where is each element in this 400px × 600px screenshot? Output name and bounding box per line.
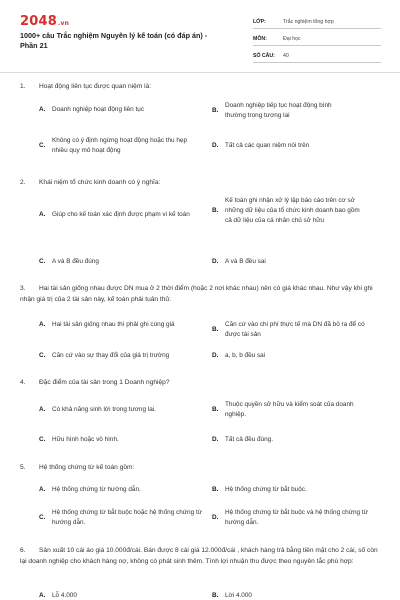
option-letter: B.	[212, 207, 219, 214]
option-d[interactable]	[212, 257, 372, 267]
option-b[interactable]	[212, 400, 360, 420]
option-text: Lỗ 4.000	[52, 592, 77, 599]
question-number: 4.	[20, 379, 26, 386]
option-letter: D.	[212, 436, 219, 443]
option-text: Không có ý định ngừng hoạt động hoặc thu hẹp nhiều quy mô hoạt động	[52, 137, 188, 154]
option-text: Giúp cho kế toán xác định được phạm vi kế toán	[52, 211, 190, 218]
question-number: 6.	[20, 547, 26, 554]
question-number: 2.	[20, 179, 26, 186]
option-letter: C.	[39, 258, 46, 265]
option-letter: A.	[39, 486, 46, 493]
option-letter: A.	[39, 406, 46, 413]
question-number: 1.	[20, 83, 26, 90]
option-text: Lời 4.000	[225, 592, 252, 599]
option-letter: A.	[39, 592, 46, 599]
question-text	[20, 81, 382, 92]
question-text	[20, 545, 382, 567]
meta-row-class	[253, 12, 381, 29]
meta-label: SỐ CÂU:	[253, 53, 275, 59]
meta-value: 40	[283, 53, 289, 59]
option-a[interactable]	[39, 405, 207, 415]
option-text: Hệ thống chứng từ hướng dẫn.	[52, 486, 141, 493]
document-meta	[253, 12, 381, 63]
option-b[interactable]	[212, 320, 380, 340]
meta-value: Trắc nghiệm tổng hợp	[283, 19, 334, 25]
meta-row-subject	[253, 29, 381, 46]
document-title: 1000+ câu Trắc nghiệm Nguyên lý kế toán (có đáp án) - Phần 21	[20, 31, 208, 50]
option-text: A và B đều đúng	[52, 258, 99, 265]
option-text: A và B đều sai	[225, 258, 266, 265]
option-text: Hai tài sản giống nhau thì phải ghi cùng giá	[52, 321, 175, 328]
option-letter: B.	[212, 406, 219, 413]
option-letter: B.	[212, 326, 219, 333]
meta-label: LỚP:	[253, 19, 266, 25]
option-d[interactable]	[212, 141, 372, 151]
option-text: Căn cứ vào chi phí thực tế mà DN đã bỏ ra để có được tài sản	[225, 321, 365, 338]
option-a[interactable]	[39, 105, 199, 115]
option-text: Có khả năng sinh lời trong tương lai.	[52, 406, 156, 413]
question-text	[20, 283, 382, 305]
option-a[interactable]	[39, 591, 199, 600]
question-number: 5.	[20, 464, 26, 471]
question-text	[20, 462, 382, 473]
site-logo[interactable]	[20, 14, 69, 29]
header-divider	[0, 72, 400, 73]
option-text: Doanh nghiệp hoạt động liên tục	[52, 106, 145, 113]
option-text: Thuộc quyền sở hữu và kiểm soát của doanh nghiệp.	[225, 401, 354, 418]
option-a[interactable]	[39, 485, 204, 495]
option-text: Hệ thống chứng từ bắt buộc.	[225, 486, 307, 493]
question-stem: Đặc điểm của tài sản trong 1 Doanh nghiệp?	[39, 379, 170, 386]
option-letter: A.	[39, 106, 46, 113]
option-c[interactable]	[39, 136, 204, 156]
logo-suffix: .vn	[57, 20, 70, 27]
option-letter: D.	[212, 142, 219, 149]
option-letter: B.	[212, 486, 219, 493]
option-a[interactable]	[39, 210, 204, 220]
option-c[interactable]	[39, 435, 199, 445]
option-text: Tất cả các quan niệm nói trên	[225, 142, 310, 149]
option-letter: C.	[39, 436, 46, 443]
option-d[interactable]	[212, 508, 377, 528]
option-b[interactable]	[212, 101, 352, 121]
document-header	[0, 0, 400, 70]
option-letter: B.	[212, 107, 219, 114]
option-c[interactable]	[39, 257, 199, 267]
option-text: Tất cả đều đúng.	[225, 436, 273, 443]
option-text: Doanh nghiệp tiếp tục hoạt động bình thường trong tương lai	[225, 102, 332, 119]
option-c[interactable]	[39, 508, 204, 528]
option-letter: B.	[212, 592, 219, 599]
option-c[interactable]	[39, 351, 209, 361]
option-text: Kế toán ghi nhận xử lý lập báo cáo trên cơ sở những dữ liệu của tổ chức kinh doanh bao gồm cả dữ liệu của cá nhân chủ sở hữu	[225, 197, 360, 224]
question-number: 3.	[20, 285, 26, 292]
option-letter: D.	[212, 514, 219, 521]
option-text: Hệ thống chứng từ bắt buộc và hệ thống chứng từ hướng dẫn.	[225, 509, 368, 526]
logo-text: 2048	[20, 14, 57, 29]
option-b[interactable]	[212, 591, 372, 600]
meta-value: Đại học	[283, 36, 301, 42]
option-b[interactable]	[212, 485, 377, 495]
option-a[interactable]	[39, 320, 204, 330]
option-text: a, b, b đều sai	[225, 352, 266, 359]
option-letter: D.	[212, 352, 219, 359]
option-b[interactable]	[212, 196, 360, 226]
question-text	[20, 377, 382, 388]
option-letter: D.	[212, 258, 219, 265]
option-letter: C.	[39, 514, 46, 521]
question-stem: Hai tài sản giống nhau được DN mua ở 2 thời điểm (hoặc 2 nơi khác nhau) nên có giá khác nhau. Như vậy khi ghi nhận giá trị của 2 tài sản này, kế toán phải tuân thủ:	[20, 285, 373, 303]
option-d[interactable]	[212, 435, 372, 445]
option-letter: A.	[39, 211, 46, 218]
option-text: Hữu hình hoặc vô hình.	[52, 436, 119, 443]
question-stem: Sản xuất 10 cái áo giá 10.000đ/cái. Bán được 8 cái giá 12.000đ/cái , khách hàng trả bằng tiền mặt cho 2 cái, số còn lại doanh nghiệp cho khách hàng nợ, không có phát sinh thêm. Tính lợi nhuận thu được theo nguyên tắc phù hợp:	[20, 547, 378, 565]
option-text: Hệ thống chứng từ bắt buộc hoặc hệ thống chứng từ hướng dẫn.	[52, 509, 202, 526]
option-text: Căn cứ vào sự thay đổi của giá trị trường	[52, 352, 170, 359]
option-d[interactable]	[212, 351, 372, 361]
question-stem: Khái niệm tổ chức kinh doanh có ý nghĩa:	[39, 179, 161, 186]
meta-label: MÔN:	[253, 36, 267, 42]
question-stem: Hệ thống chứng từ kế toán gồm:	[39, 464, 135, 471]
question-text	[20, 177, 382, 188]
question-stem: Hoạt động liên tục được quan niệm là:	[39, 83, 152, 90]
option-letter: C.	[39, 352, 46, 359]
meta-row-question-count	[253, 46, 381, 63]
option-letter: C.	[39, 142, 46, 149]
option-letter: A.	[39, 321, 46, 328]
